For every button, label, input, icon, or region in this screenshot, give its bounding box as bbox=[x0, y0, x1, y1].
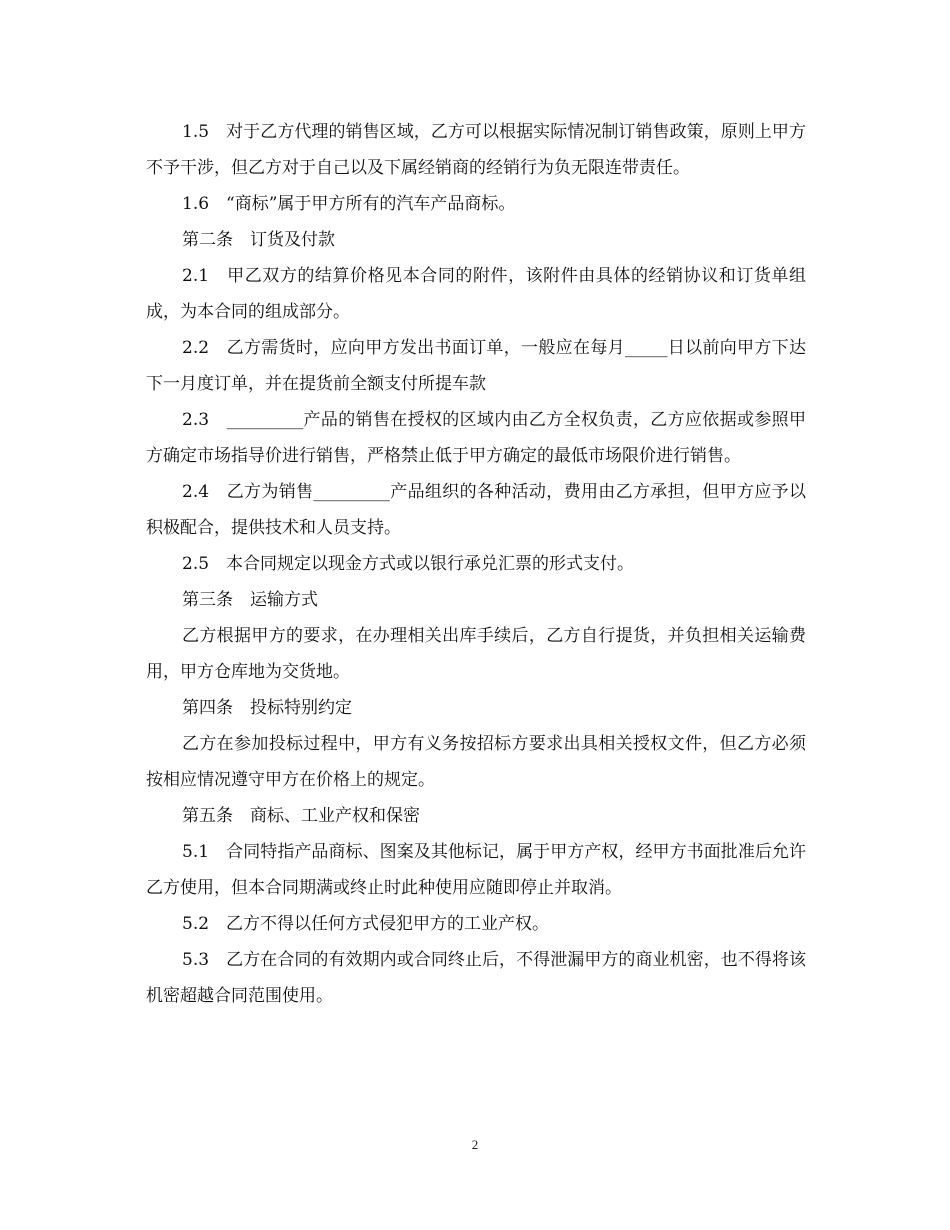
clause-2-1: 2.1 甲乙双方的结算价格见本合同的附件，该附件由具体的经销协议和订货单组成，为本合同的组成部分。 bbox=[146, 266, 806, 322]
clause-5-2: 5.2 乙方不得以任何方式侵犯甲方的工业产权。 bbox=[182, 914, 550, 934]
clause-2-4: 2.4 乙方为销售_________产品组织的各种活动，费用由乙方承担，但甲方应予以积极配合，提供技术和人员支持。 bbox=[146, 482, 806, 538]
clause-1-5: 1.5 对于乙方代理的销售区域，乙方可以根据实际情况制订销售政策，原则上甲方不予干涉，但乙方对于自己以及下属经销商的经销行为负无限连带责任。 bbox=[146, 122, 806, 178]
clause-2-3: 2.3 _________产品的销售在授权的区域内由乙方全权负责，乙方应依据或参照甲方确定市场指导价进行销售，严格禁止低于甲方确定的最低市场限价进行销售。 bbox=[146, 410, 806, 466]
article-2-heading: 第二条 订货及付款 bbox=[182, 230, 335, 250]
article-5-heading: 第五条 商标、工业产权和保密 bbox=[182, 806, 420, 826]
clause-5-3: 5.3 乙方在合同的有效期内或合同终止后，不得泄漏甲方的商业机密，也不得将该机密超越合同范围使用。 bbox=[146, 950, 806, 1006]
clause-5-1: 5.1 合同特指产品商标、图案及其他标记，属于甲方产权，经甲方书面批准后允许乙方使用，但本合同期满或终止时此种使用应随即停止并取消。 bbox=[146, 842, 806, 898]
document-body bbox=[146, 114, 806, 1014]
article-4-heading: 第四条 投标特别约定 bbox=[182, 698, 352, 718]
article-3-body: 乙方根据甲方的要求，在办理相关出库手续后，乙方自行提货，并负担相关运输费用，甲方仓库地为交货地。 bbox=[146, 626, 806, 682]
article-3-heading: 第三条 运输方式 bbox=[182, 590, 318, 610]
article-4-body: 乙方在参加投标过程中，甲方有义务按招标方要求出具相关授权文件，但乙方必须按相应情况遵守甲方在价格上的规定。 bbox=[146, 734, 806, 790]
clause-2-2: 2.2 乙方需货时，应向甲方发出书面订单，一般应在每月_____日以前向甲方下达下一月度订单，并在提货前全额支付所提车款 bbox=[146, 338, 806, 394]
clause-1-6: 1.6 “商标”属于甲方所有的汽车产品商标。 bbox=[182, 194, 516, 214]
clause-2-5: 2.5 本合同规定以现金方式或以银行承兑汇票的形式支付。 bbox=[182, 554, 635, 574]
page-number: 2 bbox=[471, 1137, 479, 1152]
